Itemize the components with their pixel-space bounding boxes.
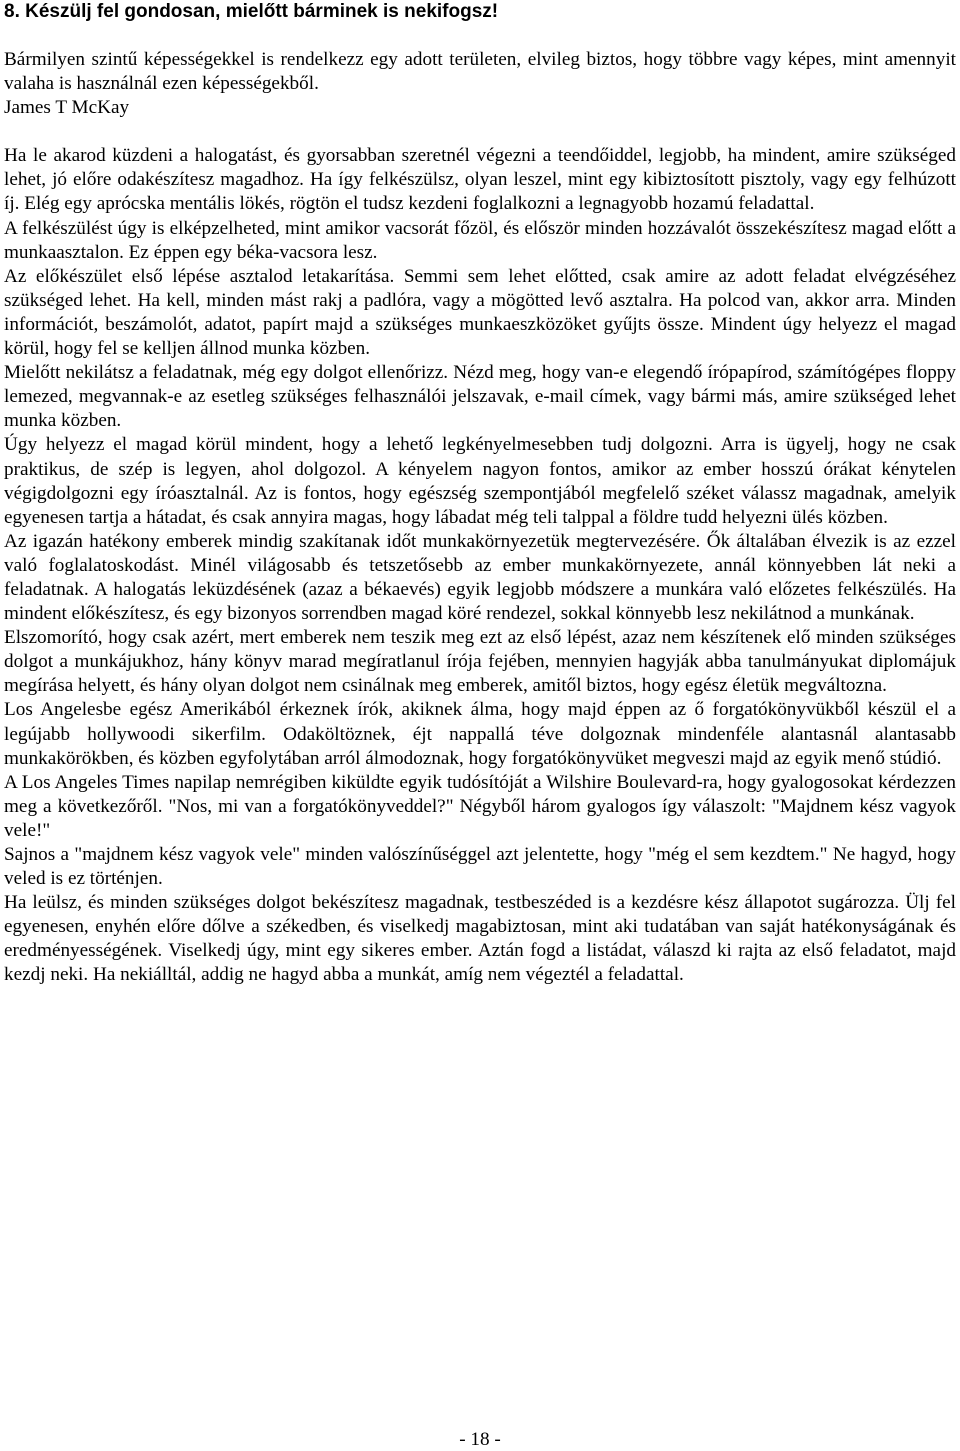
paragraph: Mielőtt nekilátsz a feladatnak, még egy dolgot ellenőrizz. Nézd meg, hogy van-e elegendő írópapírod, számítógépes floppy lemezed, megvannak-e az esetleg szükséges felhasználói jelszavak, e-mail címek, vagy bármi más, amire szükséged lehet munka közben. xyxy=(4,362,956,432)
paragraph: A Los Angeles Times napilap nemrégiben kiküldte egyik tudósítóját a Wilshire Boulevard-ra, hogy gyalogosokat kérdezzen meg a következőről. "Nos, mi van a forgatókönyveddel?" Négyből három gyalogos így válaszolt: "Majdnem kész vagyok vele!" xyxy=(4,771,956,841)
quote-author: James T McKay xyxy=(4,97,130,119)
spacer xyxy=(4,120,956,144)
paragraph: Az igazán hatékony emberek mindig szakítanak időt munkakörnyezetük megtervezésére. Ők általában élvezik is az ezzel való foglalatoskodást. Minél világosabb és tetszetősebb az ember munkakörnyezete, annál könnyebben lát neki a feladatnak. A halogatás leküzdésének (azaz a békaevés) egyik legjobb módszere a munkára való előzetes felkészülés. Ha mindent előkészítesz, és egy bizonyos sorrendben magad köré rendezel, sokkal könnyebb lesz nekilátnod a munkának. xyxy=(4,530,956,625)
paragraph: Los Angelesbe egész Amerikából érkeznek írók, akiknek álma, hogy majd éppen az ő forgatókönyvükből készül el a legújabb hollywoodi sikerfilm. Odaköltöznek, éjt nappallá téve dolgoznak mindenféle alantasnál alantasabb munkakörökben, és közben egyfolytában arról álmodoznak, hogy forgatókönyvüket megveszi majd az egyik menő stúdió. xyxy=(4,699,956,769)
paragraph: A felkészülést úgy is elképzelheted, mint amikor vacsorát főzöl, és először minden hozzávalót összekészítesz magad előtt a munkaasztalon. Ez éppen egy béka-vacsora lesz. xyxy=(4,217,956,263)
intro-quote: Bármilyen szintű képességekkel is rendelkezz egy adott területen, elvileg biztos, hogy többre vagy képes, mint amennyit valaha is használnál ezen képességekből. xyxy=(4,49,956,95)
paragraph: Sajnos a "majdnem kész vagyok vele" minden valószínűséggel azt jelentette, hogy "még el sem kezdtem." Ne hagyd, hogy veled is ez történjen. xyxy=(4,844,956,890)
paragraph: Elszomorító, hogy csak azért, mert emberek nem teszik meg ezt az első lépést, azaz nem készítenek elő minden szükséges dolgot a munkájukhoz, hány könyv marad megíratlanul írója fejében, mennyien hagyják abba tanulmányukat diplomájuk megírása helyett, és hány olyan dolgot nem csinálnak meg emberek, amitől biztos, hogy egész életük megváltozna. xyxy=(4,627,956,697)
page-number: - 18 - xyxy=(459,1429,501,1450)
section-heading: 8. Készülj fel gondosan, mielőtt bárminek is nekifogsz! xyxy=(4,1,499,22)
spacer xyxy=(4,24,956,48)
paragraph: Úgy helyezz el magad körül mindent, hogy a lehető legkényelmesebben tudj dolgozni. Arra is ügyelj, hogy ne csak praktikus, de szép is legyen, ahol dolgozol. A kényelem nagyon fontos, amikor az ember hosszú órákat kénytelen végigdolgozni egy íróasztalnál. Az is fontos, hogy egészség szempontjából megfelelő széket válassz magadnak, amelyik egyenesen tartja a hátadat, és csak annyira magas, hogy lábadat még teli talppal a földre tudd helyezni ülés közben. xyxy=(4,434,956,528)
document-page xyxy=(4,0,956,988)
paragraph: Ha le akarod küzdeni a halogatást, és gyorsabban szeretnél végezni a teendőiddel, legjobb, ha mindent, amire szükséged lehet, jó előre odakészítesz magadhoz. Ha így felkészülsz, olyan leszel, mint egy kibiztosított pisztoly, vagy egy felhúzott íj. Elég egy aprócska mentális lökés, rögtön el tudsz kezdeni foglalkozni a legnagyobb hozamú feladattal. xyxy=(4,145,956,215)
paragraph: Ha leülsz, és minden szükséges dolgot bekészítesz magadnak, testbeszéded is a kezdésre kész állapotot sugározza. Ülj fel egyenesen, enyhén előre dőlve a székedben, és viselkedj magabiztosan, mint aki tudatában van saját hatékonyságának és eredményességének. Viselkedj úgy, mint egy sikeres ember. Aztán fogd a listádat, válaszd ki rajta az első feladatot, majd kezdj neki. Ha nekiálltál, addig ne hagyd abba a munkát, amíg nem végeztél a feladattal. xyxy=(4,892,956,986)
paragraph: Az előkészület első lépése asztalod letakarítása. Semmi sem lehet előtted, csak amire az adott feladat elvégzéséhez szükséged lehet. Ha kell, minden mást rakj a padlóra, vagy a mögötted levő asztalra. Ha polcod van, akkor arra. Minden információt, beszámolót, adatot, papírt majd a szükséges munkaeszközöket gyűjts össze. Mindent úgy helyezz el magad körül, hogy fel se kelljen állnod munka közben. xyxy=(4,265,956,360)
